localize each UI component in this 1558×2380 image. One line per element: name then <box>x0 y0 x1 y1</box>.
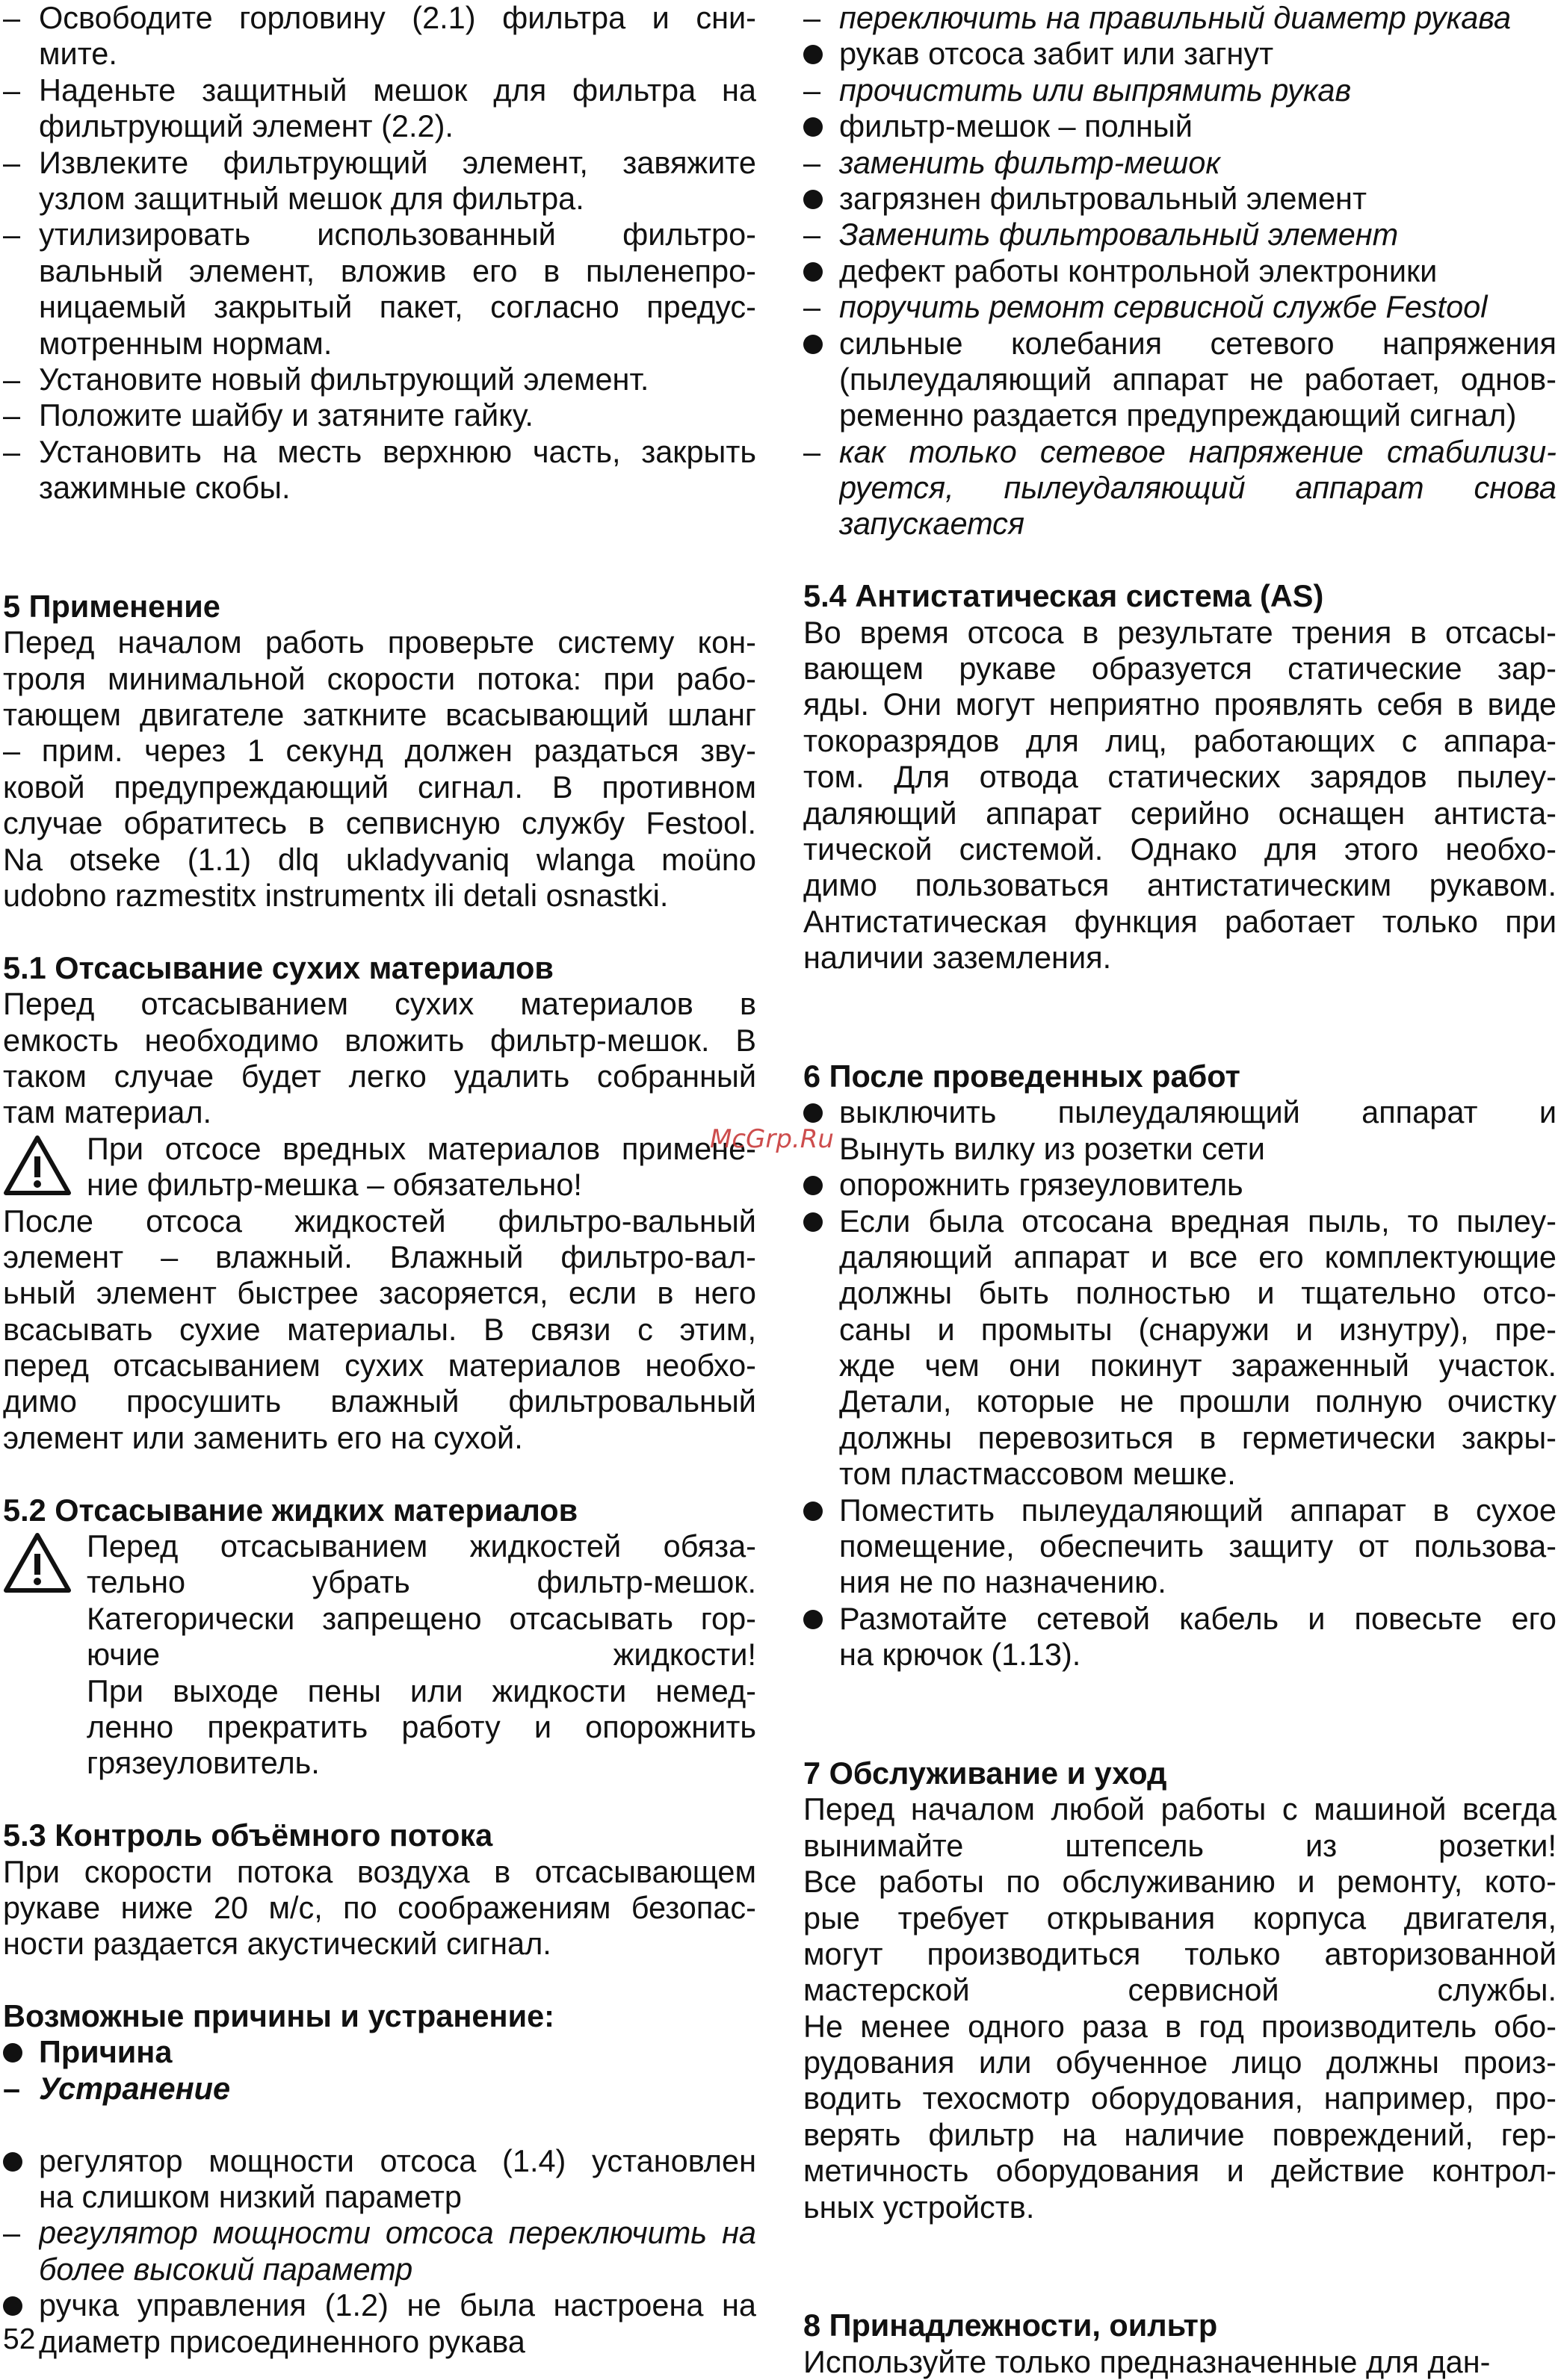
section-title: Возможные причины и устранение: <box>3 1998 554 2034</box>
text-line: фильтр-мешок – полный <box>839 108 1193 144</box>
text-line: там материал. <box>3 1094 212 1130</box>
dash-icon: – <box>3 144 21 180</box>
text-line: димо пользоваться антистатическим рукавом. <box>803 867 1557 903</box>
dash-item <box>3 0 756 72</box>
text-line: запускается <box>839 506 1025 542</box>
dash-item <box>3 434 756 506</box>
dash-icon: – <box>3 2215 21 2251</box>
bullet-icon <box>803 36 833 72</box>
section-title: 7 Обслуживание и уход <box>803 1755 1167 1791</box>
dash-item <box>3 397 756 433</box>
text-line: Перед началом любой работы с машиной всегда <box>803 1791 1557 1827</box>
bullet-icon <box>803 1167 833 1203</box>
spacer <box>3 1962 756 1998</box>
text-line: диаметр присоединенного рукава <box>39 2323 525 2359</box>
spacer <box>3 542 756 589</box>
text-line: даляющий аппарат серийно оснащен антиста- <box>803 795 1557 831</box>
cause-item <box>803 1203 1557 1493</box>
text-line: рудования или обученное лицо должны произ- <box>803 2045 1557 2080</box>
text-line: Антистатическая функция работает только при <box>803 903 1557 939</box>
text-line: всасывать сухие материалы. В связи с этим, <box>3 1311 756 1347</box>
text-line: на слишком низкий параметр <box>39 2179 462 2215</box>
text-line: прочистить или выпрямить рукав <box>839 72 1352 108</box>
text-line: Вынуть вилку из розетки сети <box>839 1130 1265 1166</box>
spacer <box>803 542 1557 578</box>
dash-item <box>3 362 756 397</box>
text-line: вающем рукаве образуется статические зар- <box>803 651 1557 687</box>
bullet-dot-icon <box>3 2152 22 2172</box>
text-line: зажимные скобы. <box>39 470 291 506</box>
bullet-icon <box>803 1601 833 1637</box>
text-line: Не менее одного раза в год производитель обо- <box>803 2008 1557 2044</box>
dash-item <box>3 72 756 145</box>
text-line: токоразрядов для лиц, работающих с аппара- <box>803 722 1557 758</box>
cause-item <box>3 2143 756 2216</box>
dash-icon: – <box>3 361 21 397</box>
text-line: (пылеудаляющий аппарат не работает, однов- <box>839 361 1557 397</box>
text-line: ьный элемент быстрее засоряется, если в него <box>3 1275 756 1311</box>
text-line: вынимайте штепсель из розетки! <box>803 1827 1557 1863</box>
spacer <box>803 1012 1557 1059</box>
bullet-icon <box>803 253 833 289</box>
text-line: вальный элемент, вложив его в пыленепро- <box>39 252 756 288</box>
text-line: даляющий аппарат и все его комплектующие <box>839 1239 1557 1274</box>
text-line: Установить на месть верхнюю часть, закрыть <box>39 433 756 469</box>
dash-icon: – <box>3 0 21 35</box>
text-line: яды. Они могут неприятно проявлять себя в виде <box>803 687 1557 722</box>
fix-item <box>803 217 1557 252</box>
text-line: мастерской сервисной службы. <box>803 1972 1557 2008</box>
text-line: должны перевозиться в герметически закры- <box>839 1419 1557 1455</box>
bullet-icon <box>803 181 833 217</box>
text-line: ручка управления (1.2) не была настроена на <box>39 2287 756 2323</box>
dash-icon: – <box>3 72 21 108</box>
text-line: загрязнен фильтровальный элемент <box>839 180 1367 216</box>
text-line: – прим. через 1 секунд должен раздаться зву- <box>3 733 756 769</box>
spacer <box>803 1673 1557 1709</box>
text-line: переключить на правильный диаметр рукава <box>839 0 1512 35</box>
bullet-dot-icon <box>803 1176 823 1195</box>
warning-triangle-icon <box>3 1531 72 1594</box>
warning-triangle-icon <box>3 1134 72 1197</box>
right-column <box>803 0 1557 2380</box>
text-line: могут производиться только авторизованной <box>803 1936 1557 1971</box>
text-line: том. Для отвода статических зарядов пылеу- <box>803 759 1557 795</box>
legend-fix-label: Устранение <box>39 2070 231 2106</box>
text-line: тической системой. Однако для этого необхо- <box>803 831 1557 867</box>
text-line: ности раздается акустический сигнал. <box>3 1926 551 1962</box>
watermark: McGrp.Ru <box>710 1124 834 1154</box>
text-line: Во время отсоса в результате трения в отсасы- <box>803 614 1557 650</box>
text-line: сильные колебания сетевого напряжения <box>839 325 1557 361</box>
text-line: Размотайте сетевой кабель и повесьте его <box>839 1600 1557 1636</box>
dash-icon: – <box>3 433 21 469</box>
bullet-icon <box>803 108 833 144</box>
bullet-icon <box>803 326 833 362</box>
text-line: регулятор мощности отсоса переключить на <box>39 2215 756 2251</box>
text-line: верять фильтр на наличие повреждений, гер- <box>803 2116 1557 2152</box>
bullet-dot-icon <box>803 1103 823 1123</box>
cause-item <box>803 181 1557 217</box>
dash-item <box>3 217 756 362</box>
cause-item <box>3 2287 756 2360</box>
text-line: жде чем они покинут зараженный участок. <box>839 1348 1557 1383</box>
bullet-icon <box>3 2143 33 2179</box>
text-line: мите. <box>39 36 117 72</box>
cause-item <box>803 108 1557 144</box>
dash-icon: – <box>3 217 21 252</box>
spacer <box>803 2261 1557 2308</box>
text-line: саны и промыты (снаружи и изнутру), пре- <box>839 1311 1557 1347</box>
legend-cause-label: Причина <box>39 2034 173 2070</box>
text-line: руется, пылеудаляющий аппарат снова <box>839 470 1557 506</box>
page-number: 52 <box>3 2323 36 2355</box>
fix-item <box>803 434 1557 542</box>
text-line: тающем двигателе заткните всасывающий шланг <box>3 697 756 733</box>
legend-fix <box>3 2071 756 2107</box>
cause-item <box>803 326 1557 434</box>
text-line: Детали, которые не прошли полную очистку <box>839 1383 1557 1419</box>
text-line: рукаве ниже 20 м/с, по соображениям безопас- <box>3 1889 756 1925</box>
text-line: элемент или заменить его на сухой. <box>3 1419 523 1455</box>
text-line: как только сетевое напряжение стабилизи- <box>839 433 1557 469</box>
text-line: При скорости потока воздуха в отсасывающем <box>3 1853 756 1889</box>
text-line: ницаемый закрытый пакет, согласно предус- <box>39 289 756 325</box>
text-line: помещение, обеспечить защиту от пользова- <box>839 1528 1557 1564</box>
text-line: ьных устройств. <box>803 2189 1035 2225</box>
text-line: троля минимальной скорости потока: при рабо- <box>3 660 756 696</box>
text-line: регулятор мощности отсоса (1.4) установлен <box>39 2142 756 2178</box>
text-line: ковой предупреждающий сигнал. В противном <box>3 769 756 805</box>
text-line: опорожнить грязеуловитель <box>839 1167 1243 1203</box>
bullet-dot-icon <box>3 2043 22 2063</box>
text-line: узлом защитный мешок для фильтра. <box>39 180 584 216</box>
cause-item <box>803 1601 1557 1673</box>
text-line: Na otseke (1.1) dlq ukladyvaniq wlanga moüno <box>3 841 756 877</box>
bullet-icon <box>3 2034 33 2070</box>
spacer <box>3 914 756 949</box>
text-line: фильтрующий элемент (2.2). <box>39 108 454 144</box>
text-line: При отсосе вредных материалов примене- <box>87 1130 756 1166</box>
text-line: утилизировать использованный фильтро- <box>39 217 756 252</box>
text-line: После отсоса жидкостей фильтро-вальный <box>3 1203 756 1239</box>
text-line: ния не по назначению. <box>839 1564 1166 1600</box>
text-line: udobno razmestitx instrumentx ili detali osnastki. <box>3 877 669 913</box>
text-line: метичность оборудования и действие контрол- <box>803 2153 1557 2189</box>
text-line: водить техосмотр оборудования, например, про- <box>803 2080 1557 2116</box>
text-line: Положите шайбу и затяните гайку. <box>39 397 534 433</box>
fix-item <box>803 289 1557 325</box>
bullet-dot-icon <box>803 262 823 282</box>
dash-icon: – <box>803 144 821 180</box>
bullet-dot-icon <box>803 1610 823 1629</box>
warning-block <box>3 1528 756 1782</box>
text-line: перед отсасыванием сухих материалов необхо- <box>3 1348 756 1383</box>
text-line: тельно убрать фильтр-мешок. <box>87 1564 756 1600</box>
text-line: Извлеките фильтрующий элемент, завяжите <box>39 144 756 180</box>
spacer <box>3 2107 756 2142</box>
section-title: 5.3 Контроль объёмного потока <box>3 1817 493 1853</box>
cause-item <box>803 36 1557 72</box>
section-title: 5 Применение <box>3 588 220 624</box>
text-line: Наденьте защитный мешок для фильтра на <box>39 72 756 108</box>
dash-icon: – <box>3 397 21 433</box>
fix-item <box>803 72 1557 108</box>
spacer <box>3 506 756 542</box>
text-line: Категорически запрещено отсасывать гор- <box>87 1600 756 1636</box>
bullet-icon <box>3 2287 33 2323</box>
cause-item <box>803 1167 1557 1203</box>
text-line: выключить пылеудаляющий аппарат и <box>839 1094 1557 1130</box>
fix-item <box>3 2215 756 2287</box>
text-line: элемент – влажный. Влажный фильтро-вал- <box>3 1239 756 1274</box>
text-line: Поместить пылеудаляющий аппарат в сухое <box>839 1492 1557 1528</box>
text-line: рые требует открывания корпуса двигателя, <box>803 1900 1557 1936</box>
warning-block <box>3 1131 756 1203</box>
fix-item <box>803 0 1557 36</box>
spacer <box>3 1782 756 1817</box>
text-line: таком случае будет легко удалить собранный <box>3 1058 756 1094</box>
dash-icon: – <box>803 72 821 108</box>
legend-cause <box>3 2034 756 2070</box>
text-line: мотренным нормам. <box>39 325 333 361</box>
text-line: Установите новый фильтрующий элемент. <box>39 361 649 397</box>
section-title: 6 После проведенных работ <box>803 1058 1240 1094</box>
bullet-dot-icon <box>803 117 823 137</box>
dash-icon: – <box>3 2070 21 2106</box>
section-title: 5.2 Отсасывание жидких материалов <box>3 1492 578 1528</box>
text-line: Используйте только предназначенные для дан- <box>803 2343 1491 2379</box>
spacer <box>803 976 1557 1012</box>
spacer <box>3 1456 756 1492</box>
fix-item <box>803 145 1557 181</box>
text-line: Если была отсосана вредная пыль, то пылеу- <box>839 1203 1557 1239</box>
text-line: ючие жидкости! <box>87 1637 756 1673</box>
section-title: 8 Принадлежности, оильтр <box>803 2308 1218 2343</box>
text-line: грязеуловитель. <box>87 1745 320 1781</box>
text-line: на крючок (1.13). <box>839 1637 1081 1673</box>
dash-icon: – <box>803 289 821 325</box>
bullet-dot-icon <box>803 1212 823 1232</box>
dash-icon: – <box>803 0 821 35</box>
cause-item <box>803 1094 1557 1167</box>
text-line: заменить фильтр-мешок <box>839 144 1220 180</box>
bullet-dot-icon <box>3 2296 22 2316</box>
bullet-icon <box>803 1203 833 1239</box>
text-line: Освободите горловину (2.1) фильтра и сни- <box>39 0 756 35</box>
cause-item <box>803 253 1557 289</box>
text-line: случае обратитесь в сепвисную службу Festool. <box>3 805 756 841</box>
text-line: ременно раздается предупреждающий сигнал) <box>839 397 1517 433</box>
text-line: емкость необходимо вложить фильтр-мешок. В <box>3 1022 756 1058</box>
text-line: рукав отсоса забит или загнут <box>839 36 1274 72</box>
text-line: Заменить фильтровальный элемент <box>839 217 1399 252</box>
spacer <box>803 1709 1557 1755</box>
dash-icon: – <box>803 217 821 252</box>
text-line: ленно прекратить работу и опорожнить <box>87 1708 756 1744</box>
text-line: Перед отсасыванием сухих материалов в <box>3 986 756 1022</box>
section-title: 5.4 Антистатическая система (AS) <box>803 578 1324 614</box>
text-line: наличии заземления. <box>803 940 1112 976</box>
text-line: дефект работы контрольной электроники <box>839 252 1438 288</box>
text-line: ние фильтр-мешка – обязательно! <box>87 1167 582 1203</box>
text-line: том пластмассовом мешке. <box>839 1456 1236 1492</box>
bullet-icon <box>803 1493 833 1528</box>
section-title: 5.1 Отсасывание сухих материалов <box>3 949 554 985</box>
text-line: более высокий параметр <box>39 2251 413 2287</box>
spacer <box>803 2225 1557 2261</box>
text-line: Перед началом работь проверьте систему кон- <box>3 625 756 660</box>
bullet-dot-icon <box>803 1502 823 1521</box>
left-column <box>3 0 756 2360</box>
dash-icon: – <box>803 433 821 469</box>
text-line: димо просушить влажный фильтровальный <box>3 1383 756 1419</box>
bullet-dot-icon <box>803 335 823 354</box>
text-line: Все работы по обслуживанию и ремонту, кото- <box>803 1864 1557 1900</box>
bullet-dot-icon <box>803 190 823 209</box>
text-line: должны быть полностью и тщательно отсо- <box>839 1275 1557 1311</box>
bullet-dot-icon <box>803 45 823 64</box>
text-line: поручить ремонт сервисной службе Festool <box>839 289 1488 325</box>
dash-item <box>3 145 756 217</box>
cause-item <box>803 1493 1557 1601</box>
text-line: При выходе пены или жидкости немед- <box>87 1673 756 1708</box>
text-line: Перед отсасыванием жидкостей обяза- <box>87 1528 756 1564</box>
